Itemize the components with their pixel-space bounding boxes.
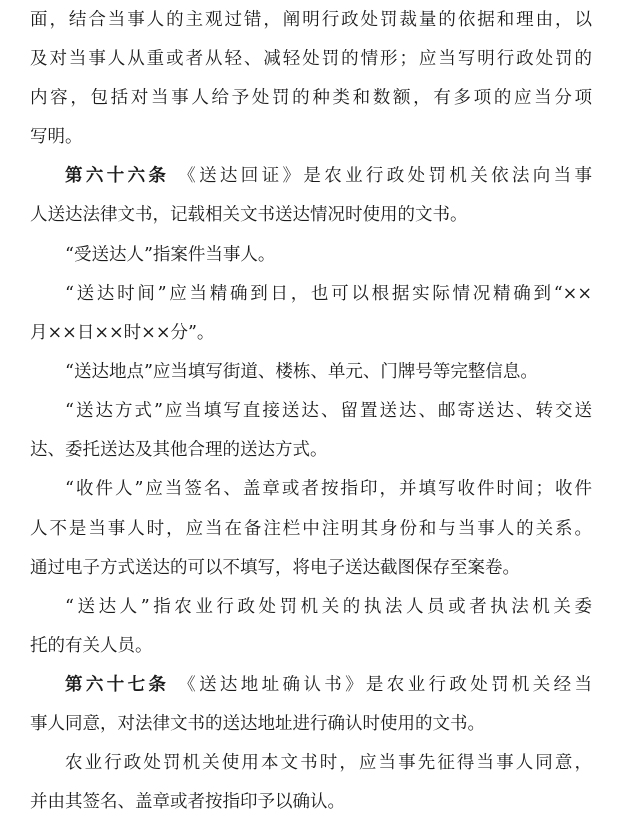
article-67-first-line bbox=[65, 670, 592, 700]
article-66-first-line bbox=[65, 161, 592, 191]
body-text-line: 农业行政处罚机关使用本文书时，应当事先征得当事人同意， bbox=[65, 753, 592, 773]
article-number: 第六十六条 bbox=[65, 166, 170, 186]
body-text-line: “送达时间”应当精确到日，也可以根据实际情况精确到“×× bbox=[65, 284, 592, 304]
body-text-line: “收件人”应当签名、盖章或者按指印，并填写收件时间；收件 bbox=[65, 479, 592, 499]
body-text-line: 通过电子方式送达的可以不填写，将电子送达截图保存至案卷。 bbox=[30, 558, 520, 578]
body-text-line: 月××日××时××分”。 bbox=[30, 323, 215, 343]
body-text-line: 及对当事人从重或者从轻、减轻处罚的情形；应当写明行政处罚的 bbox=[30, 49, 592, 69]
article-text: 《送达地址确认书》是农业行政处罚机关经当 bbox=[178, 675, 592, 695]
article-number: 第六十七条 bbox=[65, 675, 170, 695]
body-text-line: 托的有关人员。 bbox=[30, 636, 153, 656]
body-text-line: “送达方式”应当填写直接送达、留置送达、邮寄送达、转交送 bbox=[65, 401, 592, 421]
body-text-line: 达、委托送达及其他合理的送达方式。 bbox=[30, 440, 328, 460]
body-text-line: “送达人”指农业行政处罚机关的执法人员或者执法机关委 bbox=[65, 597, 592, 617]
body-text-line: 人送达法律文书，记载相关文书送达情况时使用的文书。 bbox=[30, 205, 468, 225]
body-text-line: 事人同意，对法律文书的送达地址进行确认时使用的文书。 bbox=[30, 714, 485, 734]
body-text-line: 内容，包括对当事人给予处罚的种类和数额，有多项的应当分项 bbox=[30, 88, 592, 108]
body-text-line: 写明。 bbox=[30, 127, 83, 147]
body-text-line: 人不是当事人时，应当在备注栏中注明其身份和与当事人的关系。 bbox=[30, 519, 592, 539]
body-text-line: “送达地点”应当填写街道、楼栋、单元、门牌号等完整信息。 bbox=[65, 362, 538, 382]
body-text-line: 面，结合当事人的主观过错，阐明行政处罚裁量的依据和理由，以 bbox=[30, 10, 592, 30]
body-text-line: 并由其签名、盖章或者按指印予以确认。 bbox=[30, 792, 345, 812]
body-text-line: “受送达人”指案件当事人。 bbox=[65, 245, 276, 265]
article-text: 《送达回证》是农业行政处罚机关依法向当事 bbox=[178, 166, 592, 186]
